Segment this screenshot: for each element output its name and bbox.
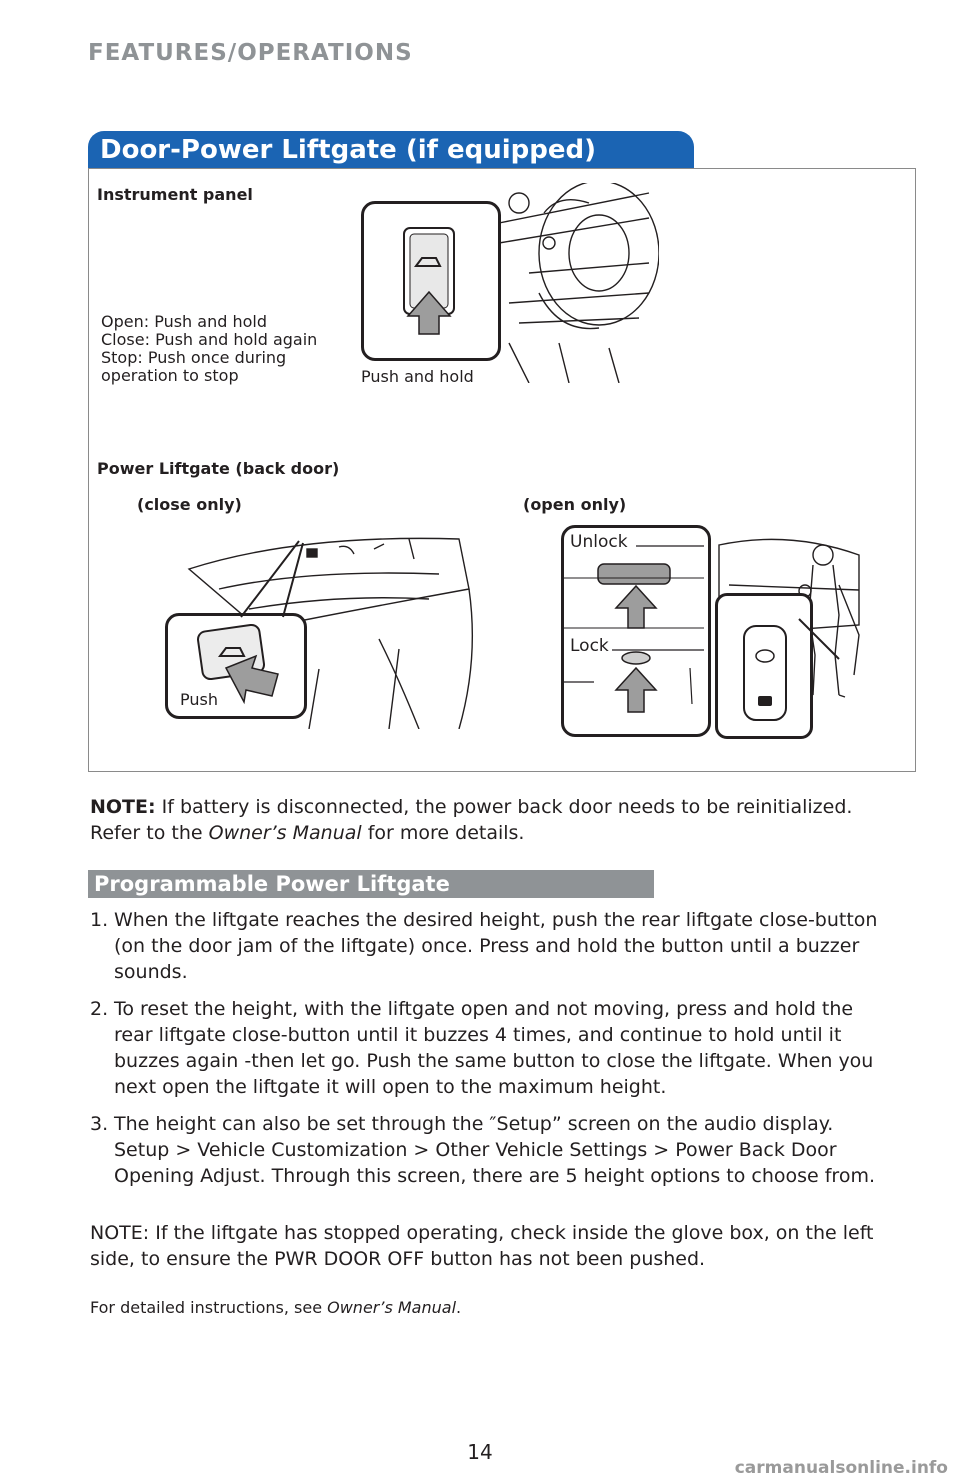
- instructions-block: [101, 313, 317, 385]
- power-liftgate-label: Power Liftgate (back door): [97, 459, 340, 478]
- unlock-label: Unlock: [570, 532, 628, 552]
- battery-note: [90, 794, 910, 846]
- step-text: When the liftgate reaches the desired height, push the rear liftgate close-button (on the door jam of the liftgate) once. Press and hold the button until a buzzer sounds.: [114, 909, 878, 983]
- list-item: [90, 996, 890, 1100]
- section-label: FEATURES/OPERATIONS: [88, 40, 413, 66]
- instrument-panel-label: Instrument panel: [97, 185, 253, 204]
- lock-label: Lock: [570, 636, 609, 656]
- close-only-label: (close only): [137, 495, 242, 514]
- key-callout-pointer: [789, 609, 849, 669]
- step-number: 2.: [90, 998, 109, 1020]
- owners-manual-reference: Owner’s Manual: [208, 822, 362, 844]
- see-also-reference: [90, 1298, 461, 1317]
- list-item: [90, 907, 890, 985]
- step-number: 3.: [90, 1113, 109, 1135]
- note-line2-before: Refer to the: [90, 822, 209, 844]
- callout-pointer: [239, 539, 309, 619]
- switch-callout: [361, 201, 501, 361]
- lock-unlock-callout: [561, 525, 711, 737]
- step-text: The height can also be set through the ″Setup” screen on the audio display. Setup > Vehicle Customization > Other Vehicle Settings > Power Back Door Opening Adjust. Through this screen, there are 5 height options to choose from.: [114, 1113, 875, 1187]
- instruction-line: Open: Push and hold: [101, 312, 267, 331]
- instruction-line: Close: Push and hold again: [101, 330, 318, 349]
- note-line2-after: for more details.: [361, 822, 525, 844]
- see-also-suffix: .: [456, 1298, 462, 1317]
- step-number: 1.: [90, 909, 109, 931]
- steps-list: [90, 907, 890, 1200]
- push-label: Push: [180, 690, 218, 709]
- note-prefix: NOTE:: [90, 796, 156, 818]
- glove-box-note: NOTE: If the liftgate has stopped operating, check inside the glove box, on the left side, to ensure the PWR DOOR OFF button has not been pushed.: [90, 1222, 874, 1270]
- handle-detail-icon: [564, 528, 708, 734]
- section-header: Door-Power Liftgate (if equipped): [88, 131, 694, 168]
- watermark: carmanualsonline.info: [734, 1458, 948, 1478]
- push-button-callout: [165, 613, 307, 719]
- owners-manual-reference: Owner’s Manual: [327, 1298, 457, 1317]
- instruction-line: operation to stop: [101, 366, 239, 385]
- subsection-header: Programmable Power Liftgate: [88, 870, 654, 898]
- list-item: [90, 1111, 890, 1189]
- liftgate-switch-icon: [364, 204, 498, 358]
- step-text: To reset the height, with the liftgate open and not moving, press and hold the rear liftgate close-button until it buzzes 4 times, and continue to hold until it buzzes again -then let go. Push the same button to close the liftgate. When you next open the liftgate it will open to the maximum height.: [114, 998, 874, 1098]
- page-number: 14: [467, 1440, 493, 1464]
- see-also-prefix: For detailed instructions, see: [90, 1298, 328, 1317]
- instruction-line: Stop: Push once during: [101, 348, 287, 367]
- figure-box: [88, 168, 916, 772]
- open-only-label: (open only): [523, 495, 627, 514]
- note-text: If battery is disconnected, the power back door needs to be reinitialized.: [155, 796, 853, 818]
- push-and-hold-label: Push and hold: [361, 367, 474, 386]
